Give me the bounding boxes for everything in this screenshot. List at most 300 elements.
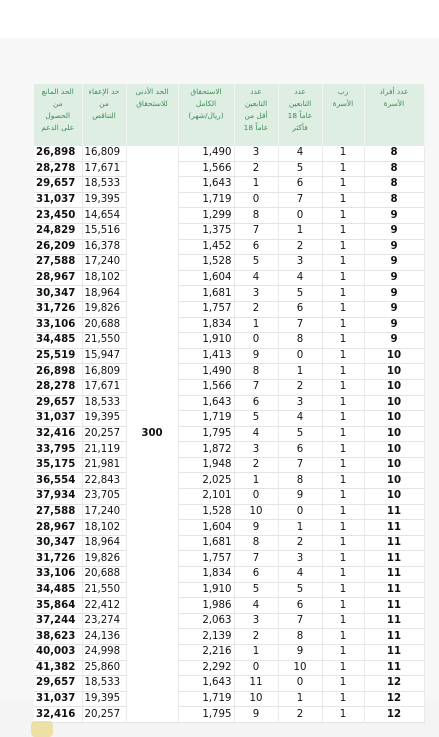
cell-max-support: 23,450 <box>34 208 82 224</box>
cell-full-entitlement: 1,834 <box>178 567 234 583</box>
cell-max-support: 36,554 <box>34 473 82 489</box>
cell-dependents-18-plus: 7 <box>278 192 322 208</box>
cell-exemption: 15,516 <box>82 223 126 239</box>
cell-head-of-family: 1 <box>322 239 364 255</box>
table-row <box>34 146 424 161</box>
header-line: عدد <box>250 87 262 96</box>
cell-exemption: 22,843 <box>82 473 126 489</box>
cell-head-of-family: 1 <box>322 567 364 583</box>
header-line: التابعين <box>244 99 268 108</box>
cell-full-entitlement: 2,216 <box>178 645 234 661</box>
cell-head-of-family: 1 <box>322 177 364 193</box>
cell-dependents-under-18: 9 <box>234 707 278 723</box>
cell-head-of-family: 1 <box>322 426 364 442</box>
cell-head-of-family: 1 <box>322 489 364 505</box>
cell-exemption: 15,947 <box>82 348 126 364</box>
cell-dependents-18-plus: 7 <box>278 317 322 333</box>
cell-head-of-family: 1 <box>322 676 364 692</box>
cell-family-size: 12 <box>364 707 424 723</box>
cell-exemption: 17,671 <box>82 161 126 177</box>
cell-exemption: 24,136 <box>82 629 126 645</box>
cell-dependents-18-plus: 1 <box>278 364 322 380</box>
cell-max-support: 31,037 <box>34 691 82 707</box>
cell-exemption: 24,998 <box>82 645 126 661</box>
cell-full-entitlement: 1,604 <box>178 520 234 536</box>
cell-full-entitlement: 1,452 <box>178 239 234 255</box>
cell-dependents-under-18: 2 <box>234 629 278 645</box>
cell-dependents-under-18: 7 <box>234 223 278 239</box>
cell-dependents-18-plus: 0 <box>278 504 322 520</box>
cell-dependents-under-18: 4 <box>234 426 278 442</box>
cell-exemption: 23,274 <box>82 613 126 629</box>
table-row <box>34 317 424 333</box>
cell-exemption: 17,671 <box>82 379 126 395</box>
cell-dependents-under-18: 11 <box>234 676 278 692</box>
cell-head-of-family: 1 <box>322 551 364 567</box>
cell-full-entitlement: 1,566 <box>178 161 234 177</box>
cell-family-size: 8 <box>364 192 424 208</box>
cell-dependents-under-18: 8 <box>234 535 278 551</box>
header-line: الكامل <box>195 99 217 108</box>
header-line: التناقص <box>92 111 116 120</box>
cell-max-support: 35,175 <box>34 457 82 473</box>
header-line: أقل من <box>244 111 268 120</box>
header-row <box>34 84 424 146</box>
cell-family-size: 11 <box>364 645 424 661</box>
cell-head-of-family: 1 <box>322 691 364 707</box>
cell-dependents-18-plus: 4 <box>278 270 322 286</box>
cell-max-support: 31,037 <box>34 411 82 427</box>
cell-head-of-family: 1 <box>322 379 364 395</box>
cell-family-size: 10 <box>364 426 424 442</box>
cell-max-support: 31,037 <box>34 192 82 208</box>
table-row <box>34 535 424 551</box>
cell-family-size: 11 <box>364 660 424 676</box>
cell-exemption: 21,550 <box>82 582 126 598</box>
cell-full-entitlement: 1,910 <box>178 333 234 349</box>
table-row <box>34 223 424 239</box>
cell-family-size: 11 <box>364 535 424 551</box>
cell-family-size: 9 <box>364 333 424 349</box>
cell-head-of-family: 1 <box>322 348 364 364</box>
header-line: (ريال/شهر) <box>188 111 224 120</box>
cell-family-size: 9 <box>364 317 424 333</box>
cell-family-size: 10 <box>364 457 424 473</box>
cell-family-size: 11 <box>364 520 424 536</box>
cell-dependents-under-18: 5 <box>234 255 278 271</box>
cell-dependents-18-plus: 5 <box>278 161 322 177</box>
cell-exemption: 22,412 <box>82 598 126 614</box>
cell-max-support: 28,967 <box>34 270 82 286</box>
cell-full-entitlement: 1,528 <box>178 255 234 271</box>
cell-dependents-under-18: 1 <box>234 473 278 489</box>
cell-dependents-18-plus: 6 <box>278 301 322 317</box>
header-line: الحد المانع <box>41 87 74 96</box>
cell-full-entitlement: 1,299 <box>178 208 234 224</box>
cell-exemption: 16,378 <box>82 239 126 255</box>
drag-handle[interactable] <box>31 721 53 737</box>
header-family-size <box>364 84 424 146</box>
cell-max-support: 29,657 <box>34 395 82 411</box>
table-row <box>34 613 424 629</box>
cell-full-entitlement: 2,025 <box>178 473 234 489</box>
cell-head-of-family: 1 <box>322 223 364 239</box>
cell-family-size: 10 <box>364 489 424 505</box>
cell-dependents-under-18: 0 <box>234 660 278 676</box>
cell-head-of-family: 1 <box>322 255 364 271</box>
cell-dependents-under-18: 1 <box>234 177 278 193</box>
header-dependents-under-18 <box>234 84 278 146</box>
cell-exemption: 18,964 <box>82 535 126 551</box>
cell-family-size: 11 <box>364 598 424 614</box>
cell-exemption: 17,240 <box>82 255 126 271</box>
cell-dependents-18-plus: 2 <box>278 535 322 551</box>
cell-max-support: 37,934 <box>34 489 82 505</box>
cell-dependents-under-18: 2 <box>234 301 278 317</box>
cell-family-size: 9 <box>364 255 424 271</box>
cell-dependents-18-plus: 4 <box>278 146 322 161</box>
cell-exemption: 18,964 <box>82 286 126 302</box>
cell-family-size: 9 <box>364 208 424 224</box>
cell-dependents-18-plus: 8 <box>278 629 322 645</box>
table-row <box>34 567 424 583</box>
cell-head-of-family: 1 <box>322 520 364 536</box>
cell-full-entitlement: 2,139 <box>178 629 234 645</box>
cell-dependents-18-plus: 7 <box>278 457 322 473</box>
table-row <box>34 707 424 723</box>
table-row <box>34 270 424 286</box>
cell-head-of-family: 1 <box>322 504 364 520</box>
cell-max-support: 29,657 <box>34 177 82 193</box>
cell-family-size: 10 <box>364 348 424 364</box>
cell-dependents-under-18: 10 <box>234 504 278 520</box>
cell-min-entitlement: 300 <box>126 146 178 722</box>
cell-dependents-18-plus: 3 <box>278 255 322 271</box>
cell-max-support: 25,519 <box>34 348 82 364</box>
cell-exemption: 19,826 <box>82 301 126 317</box>
header-line: 18 عاماً <box>243 123 269 132</box>
header-max-support <box>34 84 82 146</box>
table-row <box>34 489 424 505</box>
cell-max-support: 29,657 <box>34 676 82 692</box>
header-line: الحد الأدنى <box>135 87 169 96</box>
cell-family-size: 8 <box>364 177 424 193</box>
table-row <box>34 161 424 177</box>
header-line: من <box>99 99 109 108</box>
table-row <box>34 645 424 661</box>
cell-dependents-18-plus: 5 <box>278 286 322 302</box>
cell-family-size: 10 <box>364 379 424 395</box>
cell-full-entitlement: 1,643 <box>178 395 234 411</box>
table-row <box>34 333 424 349</box>
cell-dependents-under-18: 2 <box>234 161 278 177</box>
cell-dependents-under-18: 0 <box>234 333 278 349</box>
table-row <box>34 520 424 536</box>
cell-exemption: 20,688 <box>82 567 126 583</box>
cell-dependents-18-plus: 4 <box>278 411 322 427</box>
table-row <box>34 504 424 520</box>
cell-full-entitlement: 1,986 <box>178 598 234 614</box>
cell-max-support: 30,347 <box>34 286 82 302</box>
table-row <box>34 473 424 489</box>
table-row <box>34 411 424 427</box>
cell-dependents-18-plus: 2 <box>278 239 322 255</box>
cell-full-entitlement: 2,292 <box>178 660 234 676</box>
header-min-entitlement <box>126 84 178 146</box>
cell-full-entitlement: 1,490 <box>178 364 234 380</box>
cell-full-entitlement: 1,757 <box>178 301 234 317</box>
cell-full-entitlement: 1,413 <box>178 348 234 364</box>
header-line: للاستحقاق <box>136 99 168 108</box>
cell-exemption: 16,809 <box>82 364 126 380</box>
cell-dependents-under-18: 6 <box>234 239 278 255</box>
cell-head-of-family: 1 <box>322 613 364 629</box>
cell-full-entitlement: 1,566 <box>178 379 234 395</box>
cell-exemption: 17,240 <box>82 504 126 520</box>
cell-dependents-under-18: 7 <box>234 379 278 395</box>
cell-exemption: 18,102 <box>82 520 126 536</box>
cell-dependents-under-18: 5 <box>234 582 278 598</box>
header-line: الأسرة <box>383 99 405 108</box>
cell-head-of-family: 1 <box>322 270 364 286</box>
cell-head-of-family: 1 <box>322 192 364 208</box>
top-bar <box>0 0 439 39</box>
cell-exemption: 21,550 <box>82 333 126 349</box>
cell-family-size: 9 <box>364 301 424 317</box>
cell-head-of-family: 1 <box>322 333 364 349</box>
table-row <box>34 582 424 598</box>
cell-head-of-family: 1 <box>322 395 364 411</box>
cell-full-entitlement: 1,375 <box>178 223 234 239</box>
table-body <box>34 146 424 722</box>
cell-family-size: 10 <box>364 473 424 489</box>
cell-max-support: 40,003 <box>34 645 82 661</box>
header-line: فأكثر <box>292 123 308 132</box>
cell-max-support: 33,106 <box>34 567 82 583</box>
cell-family-size: 10 <box>364 411 424 427</box>
cell-full-entitlement: 1,872 <box>178 442 234 458</box>
cell-dependents-under-18: 0 <box>234 192 278 208</box>
cell-dependents-18-plus: 5 <box>278 426 322 442</box>
cell-exemption: 19,395 <box>82 192 126 208</box>
cell-exemption: 21,119 <box>82 442 126 458</box>
cell-family-size: 9 <box>364 270 424 286</box>
cell-dependents-18-plus: 0 <box>278 348 322 364</box>
cell-max-support: 37,244 <box>34 613 82 629</box>
cell-dependents-18-plus: 0 <box>278 676 322 692</box>
table-row <box>34 255 424 271</box>
cell-dependents-18-plus: 3 <box>278 551 322 567</box>
cell-head-of-family: 1 <box>322 161 364 177</box>
cell-family-size: 11 <box>364 567 424 583</box>
cell-max-support: 28,967 <box>34 520 82 536</box>
cell-head-of-family: 1 <box>322 535 364 551</box>
cell-full-entitlement: 1,528 <box>178 504 234 520</box>
table-row <box>34 286 424 302</box>
cell-family-size: 9 <box>364 239 424 255</box>
cell-head-of-family: 1 <box>322 660 364 676</box>
cell-dependents-18-plus: 2 <box>278 379 322 395</box>
cell-max-support: 34,485 <box>34 333 82 349</box>
table-row <box>34 660 424 676</box>
cell-head-of-family: 1 <box>322 645 364 661</box>
cell-full-entitlement: 1,948 <box>178 457 234 473</box>
cell-full-entitlement: 1,490 <box>178 146 234 161</box>
cell-exemption: 20,257 <box>82 426 126 442</box>
cell-max-support: 26,898 <box>34 146 82 161</box>
cell-head-of-family: 1 <box>322 473 364 489</box>
cell-family-size: 8 <box>364 146 424 161</box>
cell-full-entitlement: 1,604 <box>178 270 234 286</box>
cell-dependents-under-18: 9 <box>234 520 278 536</box>
table-row <box>34 551 424 567</box>
cell-exemption: 23,705 <box>82 489 126 505</box>
cell-dependents-18-plus: 4 <box>278 567 322 583</box>
cell-dependents-18-plus: 6 <box>278 598 322 614</box>
table-row <box>34 426 424 442</box>
table-row <box>34 301 424 317</box>
cell-head-of-family: 1 <box>322 629 364 645</box>
cell-dependents-under-18: 5 <box>234 411 278 427</box>
cell-exemption: 19,826 <box>82 551 126 567</box>
cell-full-entitlement: 2,063 <box>178 613 234 629</box>
table-row <box>34 457 424 473</box>
cell-dependents-under-18: 3 <box>234 146 278 161</box>
cell-exemption: 21,981 <box>82 457 126 473</box>
cell-family-size: 11 <box>364 504 424 520</box>
header-line: من <box>52 99 63 108</box>
cell-exemption: 14,654 <box>82 208 126 224</box>
header-line: عدد أفراد <box>379 87 409 96</box>
cell-full-entitlement: 1,757 <box>178 551 234 567</box>
cell-exemption: 20,688 <box>82 317 126 333</box>
cell-full-entitlement: 1,834 <box>178 317 234 333</box>
cell-head-of-family: 1 <box>322 146 364 161</box>
cell-full-entitlement: 1,681 <box>178 535 234 551</box>
cell-dependents-under-18: 10 <box>234 691 278 707</box>
cell-max-support: 24,829 <box>34 223 82 239</box>
cell-head-of-family: 1 <box>322 598 364 614</box>
cell-family-size: 11 <box>364 551 424 567</box>
cell-dependents-18-plus: 1 <box>278 520 322 536</box>
cell-head-of-family: 1 <box>322 301 364 317</box>
cell-exemption: 18,533 <box>82 676 126 692</box>
cell-full-entitlement: 2,101 <box>178 489 234 505</box>
cell-family-size: 12 <box>364 691 424 707</box>
cell-dependents-18-plus: 0 <box>278 208 322 224</box>
header-line: الاستحقاق <box>190 87 222 96</box>
cell-dependents-18-plus: 1 <box>278 223 322 239</box>
cell-max-support: 32,416 <box>34 426 82 442</box>
cell-max-support: 30,347 <box>34 535 82 551</box>
cell-dependents-18-plus: 5 <box>278 582 322 598</box>
cell-full-entitlement: 1,719 <box>178 411 234 427</box>
document-page <box>0 38 439 720</box>
cell-max-support: 33,795 <box>34 442 82 458</box>
cell-max-support: 26,209 <box>34 239 82 255</box>
cell-exemption: 16,809 <box>82 146 126 161</box>
cell-dependents-under-18: 8 <box>234 364 278 380</box>
header-line: حد الإعفاء <box>88 87 120 96</box>
cell-full-entitlement: 1,795 <box>178 707 234 723</box>
cell-head-of-family: 1 <box>322 411 364 427</box>
cell-exemption: 19,395 <box>82 691 126 707</box>
cell-dependents-under-18: 4 <box>234 270 278 286</box>
header-line: على الدعم <box>41 123 75 132</box>
header-line: الأسرة <box>332 99 354 108</box>
header-line: رب <box>337 87 349 96</box>
cell-full-entitlement: 1,795 <box>178 426 234 442</box>
cell-family-size: 10 <box>364 442 424 458</box>
cell-family-size: 10 <box>364 395 424 411</box>
cell-max-support: 35,864 <box>34 598 82 614</box>
cell-max-support: 32,416 <box>34 707 82 723</box>
cell-full-entitlement: 1,643 <box>178 177 234 193</box>
table-row <box>34 395 424 411</box>
table-row <box>34 192 424 208</box>
cell-full-entitlement: 1,643 <box>178 676 234 692</box>
cell-max-support: 41,382 <box>34 660 82 676</box>
cell-max-support: 28,278 <box>34 161 82 177</box>
table-row <box>34 676 424 692</box>
table-row <box>34 177 424 193</box>
cell-head-of-family: 1 <box>322 582 364 598</box>
table-row <box>34 442 424 458</box>
cell-dependents-18-plus: 6 <box>278 177 322 193</box>
cell-family-size: 11 <box>364 582 424 598</box>
table-row <box>34 208 424 224</box>
cell-head-of-family: 1 <box>322 208 364 224</box>
table-row <box>34 364 424 380</box>
cell-dependents-under-18: 3 <box>234 442 278 458</box>
cell-dependents-under-18: 1 <box>234 317 278 333</box>
support-table <box>34 84 425 723</box>
table-row <box>34 239 424 255</box>
cell-dependents-under-18: 1 <box>234 645 278 661</box>
cell-max-support: 38,623 <box>34 629 82 645</box>
cell-dependents-under-18: 6 <box>234 567 278 583</box>
cell-max-support: 26,898 <box>34 364 82 380</box>
cell-dependents-18-plus: 1 <box>278 691 322 707</box>
cell-family-size: 11 <box>364 629 424 645</box>
cell-exemption: 25,860 <box>82 660 126 676</box>
cell-dependents-18-plus: 9 <box>278 645 322 661</box>
cell-family-size: 10 <box>364 364 424 380</box>
cell-max-support: 28,278 <box>34 379 82 395</box>
cell-family-size: 9 <box>364 286 424 302</box>
cell-family-size: 8 <box>364 161 424 177</box>
table-row <box>34 598 424 614</box>
cell-family-size: 11 <box>364 613 424 629</box>
header-line: 18 عاماً <box>287 111 313 120</box>
cell-dependents-under-18: 6 <box>234 395 278 411</box>
cell-dependents-under-18: 7 <box>234 551 278 567</box>
cell-exemption: 18,533 <box>82 395 126 411</box>
table-row <box>34 348 424 364</box>
cell-head-of-family: 1 <box>322 317 364 333</box>
cell-dependents-18-plus: 8 <box>278 473 322 489</box>
cell-dependents-18-plus: 9 <box>278 489 322 505</box>
cell-max-support: 31,726 <box>34 301 82 317</box>
cell-dependents-under-18: 0 <box>234 489 278 505</box>
cell-dependents-18-plus: 2 <box>278 707 322 723</box>
cell-head-of-family: 1 <box>322 286 364 302</box>
header-line: التابعين <box>288 99 312 108</box>
cell-max-support: 27,588 <box>34 504 82 520</box>
cell-dependents-under-18: 3 <box>234 613 278 629</box>
cell-head-of-family: 1 <box>322 707 364 723</box>
cell-dependents-under-18: 4 <box>234 598 278 614</box>
